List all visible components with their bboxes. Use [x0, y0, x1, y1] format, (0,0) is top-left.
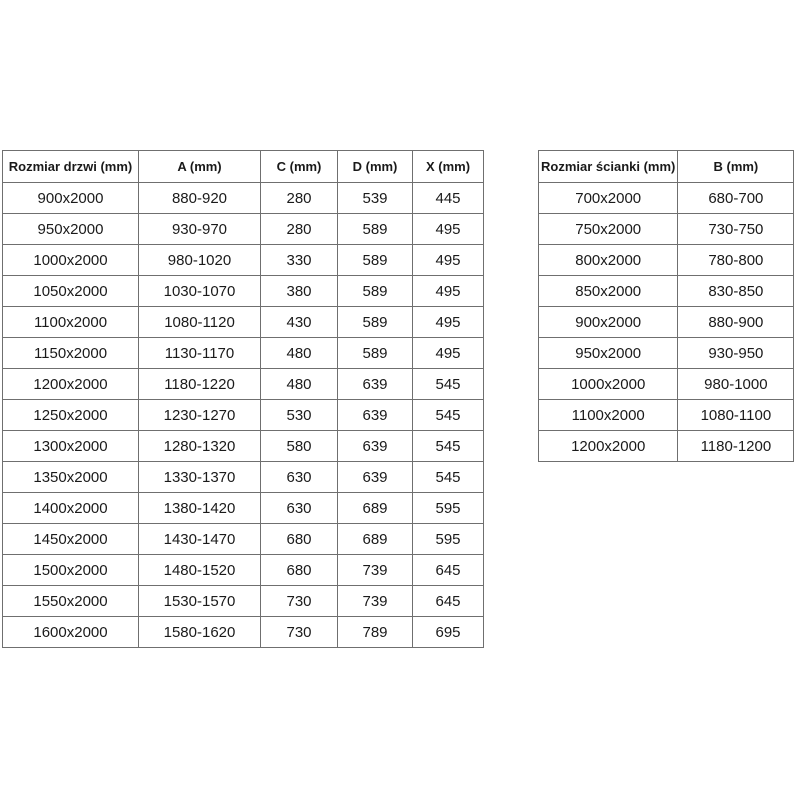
- table-row: [3, 400, 484, 431]
- table-cell: 495: [413, 276, 484, 307]
- table-cell: 545: [413, 400, 484, 431]
- table-cell: 430: [261, 307, 338, 338]
- table-cell: 545: [413, 462, 484, 493]
- table-cell: 595: [413, 493, 484, 524]
- table-cell: 1530-1570: [139, 586, 261, 617]
- table-cell: 730-750: [678, 214, 794, 245]
- table-row: [3, 617, 484, 648]
- table-cell: 880-900: [678, 307, 794, 338]
- table-cell: 689: [338, 493, 413, 524]
- table-cell: 930-970: [139, 214, 261, 245]
- table-cell: 495: [413, 245, 484, 276]
- table-row: [3, 369, 484, 400]
- table-cell: 1380-1420: [139, 493, 261, 524]
- table-cell: 689: [338, 524, 413, 555]
- table-cell: 480: [261, 369, 338, 400]
- table-cell: 700x2000: [539, 183, 678, 214]
- table-row: [539, 307, 794, 338]
- table-cell: 1080-1120: [139, 307, 261, 338]
- table-cell: 580: [261, 431, 338, 462]
- table-cell: 1050x2000: [3, 276, 139, 307]
- table-cell: 545: [413, 431, 484, 462]
- table-cell: 1100x2000: [3, 307, 139, 338]
- table-cell: 880-920: [139, 183, 261, 214]
- table-row: [3, 276, 484, 307]
- table-cell: 589: [338, 338, 413, 369]
- table-cell: 1100x2000: [539, 400, 678, 431]
- table-row: [3, 338, 484, 369]
- table-cell: 1550x2000: [3, 586, 139, 617]
- column-header: D (mm): [338, 151, 413, 183]
- table-cell: 1250x2000: [3, 400, 139, 431]
- table-cell: 330: [261, 245, 338, 276]
- table-cell: 900x2000: [3, 183, 139, 214]
- table-row: [3, 524, 484, 555]
- table-cell: 639: [338, 369, 413, 400]
- table-cell: 750x2000: [539, 214, 678, 245]
- table-cell: 1480-1520: [139, 555, 261, 586]
- table-cell: 980-1020: [139, 245, 261, 276]
- table-cell: 1300x2000: [3, 431, 139, 462]
- table-cell: 645: [413, 586, 484, 617]
- table-cell: 680: [261, 555, 338, 586]
- column-header: B (mm): [678, 151, 794, 183]
- table-cell: 1500x2000: [3, 555, 139, 586]
- table-cell: 800x2000: [539, 245, 678, 276]
- table-row: [3, 462, 484, 493]
- table-row: [539, 400, 794, 431]
- table-cell: 1180-1220: [139, 369, 261, 400]
- table-cell: 1580-1620: [139, 617, 261, 648]
- table-cell: 1000x2000: [539, 369, 678, 400]
- table-cell: 739: [338, 555, 413, 586]
- column-header: Rozmiar drzwi (mm): [3, 151, 139, 183]
- wall-table-header-row: [539, 151, 794, 183]
- table-cell: 1200x2000: [539, 431, 678, 462]
- table-cell: 730: [261, 617, 338, 648]
- table-cell: 900x2000: [539, 307, 678, 338]
- table-cell: 1430-1470: [139, 524, 261, 555]
- column-header: A (mm): [139, 151, 261, 183]
- table-cell: 589: [338, 276, 413, 307]
- column-header: Rozmiar ścianki (mm): [539, 151, 678, 183]
- table-cell: 1330-1370: [139, 462, 261, 493]
- table-cell: 595: [413, 524, 484, 555]
- table-row: [539, 276, 794, 307]
- table-cell: 495: [413, 214, 484, 245]
- table-row: [3, 431, 484, 462]
- table-row: [539, 214, 794, 245]
- table-cell: 639: [338, 462, 413, 493]
- table-cell: 789: [338, 617, 413, 648]
- table-cell: 530: [261, 400, 338, 431]
- table-cell: 545: [413, 369, 484, 400]
- table-cell: 1400x2000: [3, 493, 139, 524]
- table-cell: 630: [261, 493, 338, 524]
- table-cell: 1080-1100: [678, 400, 794, 431]
- table-row: [3, 586, 484, 617]
- wall-size-table: [538, 150, 794, 462]
- table-row: [539, 431, 794, 462]
- table-row: [3, 307, 484, 338]
- door-size-table: [2, 150, 484, 648]
- table-cell: 1600x2000: [3, 617, 139, 648]
- table-cell: 1180-1200: [678, 431, 794, 462]
- table-cell: 980-1000: [678, 369, 794, 400]
- table-row: [3, 555, 484, 586]
- table-cell: 695: [413, 617, 484, 648]
- table-cell: 639: [338, 431, 413, 462]
- table-cell: 950x2000: [3, 214, 139, 245]
- table-cell: 380: [261, 276, 338, 307]
- table-cell: 645: [413, 555, 484, 586]
- table-row: [3, 493, 484, 524]
- table-cell: 739: [338, 586, 413, 617]
- table-cell: 630: [261, 462, 338, 493]
- table-row: [539, 183, 794, 214]
- table-cell: 680-700: [678, 183, 794, 214]
- table-cell: 1130-1170: [139, 338, 261, 369]
- table-row: [539, 369, 794, 400]
- table-cell: 1280-1320: [139, 431, 261, 462]
- table-cell: 950x2000: [539, 338, 678, 369]
- table-cell: 1030-1070: [139, 276, 261, 307]
- table-row: [539, 338, 794, 369]
- table-row: [539, 245, 794, 276]
- table-cell: 495: [413, 338, 484, 369]
- table-cell: 1230-1270: [139, 400, 261, 431]
- table-cell: 445: [413, 183, 484, 214]
- table-cell: 1200x2000: [3, 369, 139, 400]
- table-cell: 539: [338, 183, 413, 214]
- table-cell: 495: [413, 307, 484, 338]
- table-row: [3, 245, 484, 276]
- table-cell: 589: [338, 307, 413, 338]
- table-cell: 280: [261, 214, 338, 245]
- table-cell: 1350x2000: [3, 462, 139, 493]
- table-cell: 1000x2000: [3, 245, 139, 276]
- table-cell: 830-850: [678, 276, 794, 307]
- column-header: C (mm): [261, 151, 338, 183]
- table-cell: 780-800: [678, 245, 794, 276]
- table-cell: 730: [261, 586, 338, 617]
- table-cell: 930-950: [678, 338, 794, 369]
- table-cell: 1150x2000: [3, 338, 139, 369]
- table-cell: 639: [338, 400, 413, 431]
- table-cell: 680: [261, 524, 338, 555]
- table-cell: 480: [261, 338, 338, 369]
- table-cell: 850x2000: [539, 276, 678, 307]
- table-cell: 1450x2000: [3, 524, 139, 555]
- table-row: [3, 214, 484, 245]
- table-cell: 589: [338, 245, 413, 276]
- table-cell: 589: [338, 214, 413, 245]
- column-header: X (mm): [413, 151, 484, 183]
- table-cell: 280: [261, 183, 338, 214]
- table-row: [3, 183, 484, 214]
- door-table-header-row: [3, 151, 484, 183]
